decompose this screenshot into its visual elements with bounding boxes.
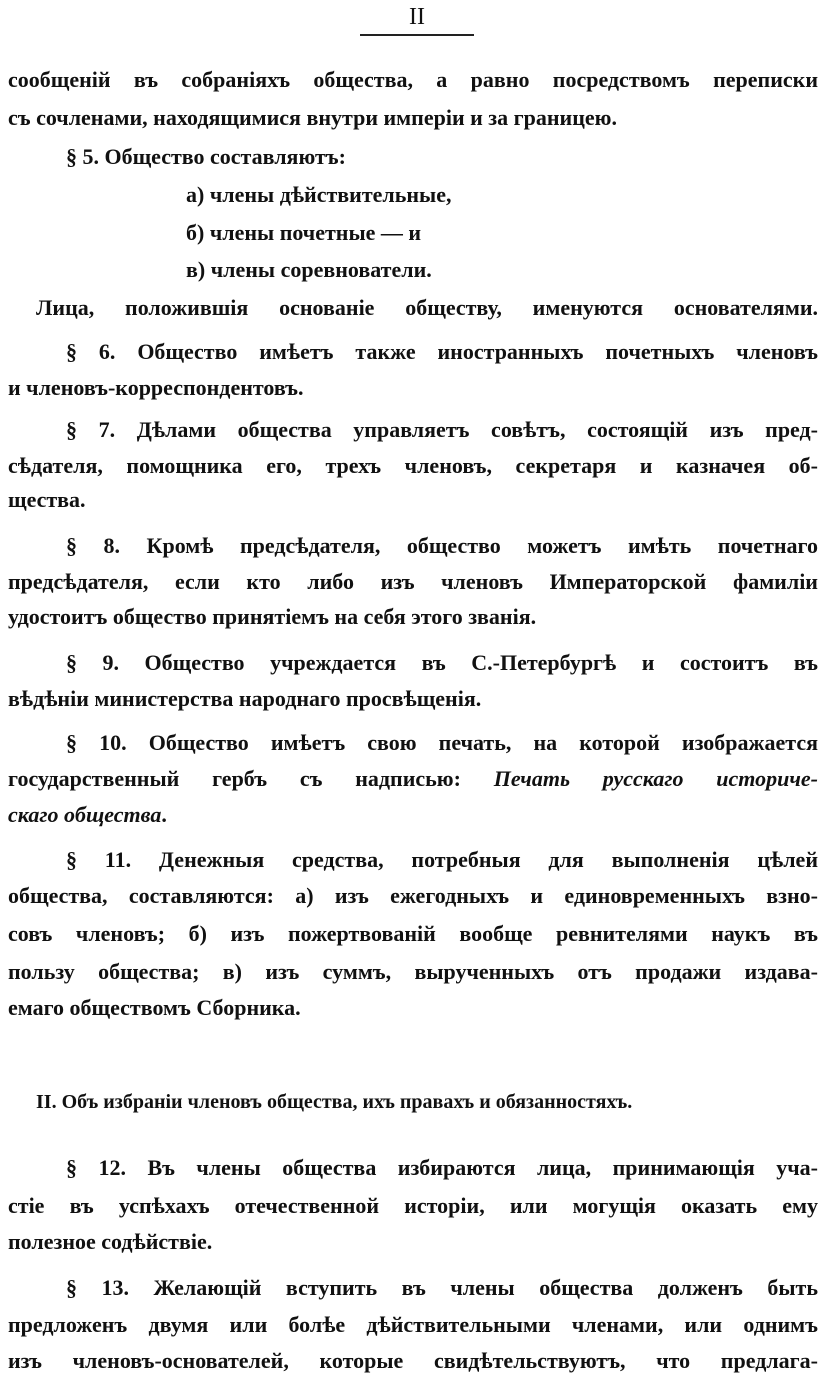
text-line: [8, 765, 818, 793]
text-line: стіе въ успѣхахъ отечественной исторіи, или могущія оказать ему: [8, 1193, 818, 1218]
text-line: съ сочленами, находящимися внутри имперіи и за границею.: [8, 105, 617, 130]
text-line: общества, составляются: а) изъ ежегодныхъ и единовременныхъ взно-: [8, 883, 818, 908]
italic-text: Печать русскаго историче-: [493, 766, 818, 791]
text-line: емаго обществомъ Сборника.: [8, 995, 301, 1020]
list-item-b: б) члены почетные — и: [186, 220, 422, 245]
list-item-c: в) члены соревнователи.: [186, 257, 432, 282]
text-line: пользу общества; в) изъ суммъ, вырученныхъ отъ продажи издава-: [8, 959, 818, 984]
text-line: изъ членовъ-основателей, которые свидѣтельствуютъ, что предлага-: [8, 1348, 818, 1373]
paragraph-8: § 8. Кромѣ предсѣдателя, общество можетъ имѣть почетнаго: [66, 533, 818, 558]
paragraph-10: § 10. Общество имѣетъ свою печать, на которой изображается: [66, 730, 818, 755]
paragraph-6: § 6. Общество имѣетъ также иностранныхъ почетныхъ членовъ: [66, 339, 818, 364]
paragraph-9: § 9. Общество учреждается въ С.-Петербургѣ и состоитъ въ: [66, 650, 818, 675]
text-line: предложенъ двумя или болѣе дѣйствительными членами, или однимъ: [8, 1312, 818, 1337]
text-line: предсѣдателя, если кто либо изъ членовъ Императорской фамиліи: [8, 569, 818, 594]
text-line: сѣдателя, помощника его, трехъ членовъ, секретаря и казначея об-: [8, 453, 818, 478]
text-line: удостоитъ общество принятіемъ на себя этого званія.: [8, 604, 537, 629]
paragraph-13: § 13. Желающій вступить въ члены общества долженъ быть: [66, 1275, 818, 1300]
text-line: совъ членовъ; б) изъ пожертвованій вообще ревнителями наукъ въ: [8, 921, 818, 946]
page-number: II: [409, 4, 425, 30]
text-line: [8, 801, 818, 829]
list-item-a: а) члены дѣйствительные,: [186, 182, 452, 207]
italic-text: скаго общества: [8, 802, 162, 827]
paragraph-7: § 7. Дѣлами общества управляетъ совѣтъ, состоящій изъ пред-: [66, 417, 818, 442]
header-rule: [360, 34, 474, 36]
text-line: щества.: [8, 487, 86, 512]
text-line: полезное содѣйствіе.: [8, 1229, 213, 1254]
paragraph-5: § 5. Общество составляютъ:: [66, 144, 346, 169]
text-span: государственный гербъ съ надписью:: [8, 766, 461, 791]
text-line: вѣдѣніи министерства народнаго просвѣщенія.: [8, 686, 482, 711]
text-span: .: [161, 802, 167, 827]
paragraph-11: § 11. Денежныя средства, потребныя для выполненія цѣлей: [66, 847, 818, 872]
text-line: сообщеній въ собраніяхъ общества, а равно посредствомъ переписки: [8, 67, 818, 92]
paragraph-12: § 12. Въ члены общества избираются лица, принимающія уча-: [66, 1155, 818, 1180]
text-line: Лица, положившія основаніе обществу, именуются основателями.: [36, 295, 818, 320]
text-line: и членовъ-корреспондентовъ.: [8, 375, 304, 400]
section-heading: II. Объ избраніи членовъ общества, ихъ правахъ и обязанностяхъ.: [36, 1091, 633, 1113]
